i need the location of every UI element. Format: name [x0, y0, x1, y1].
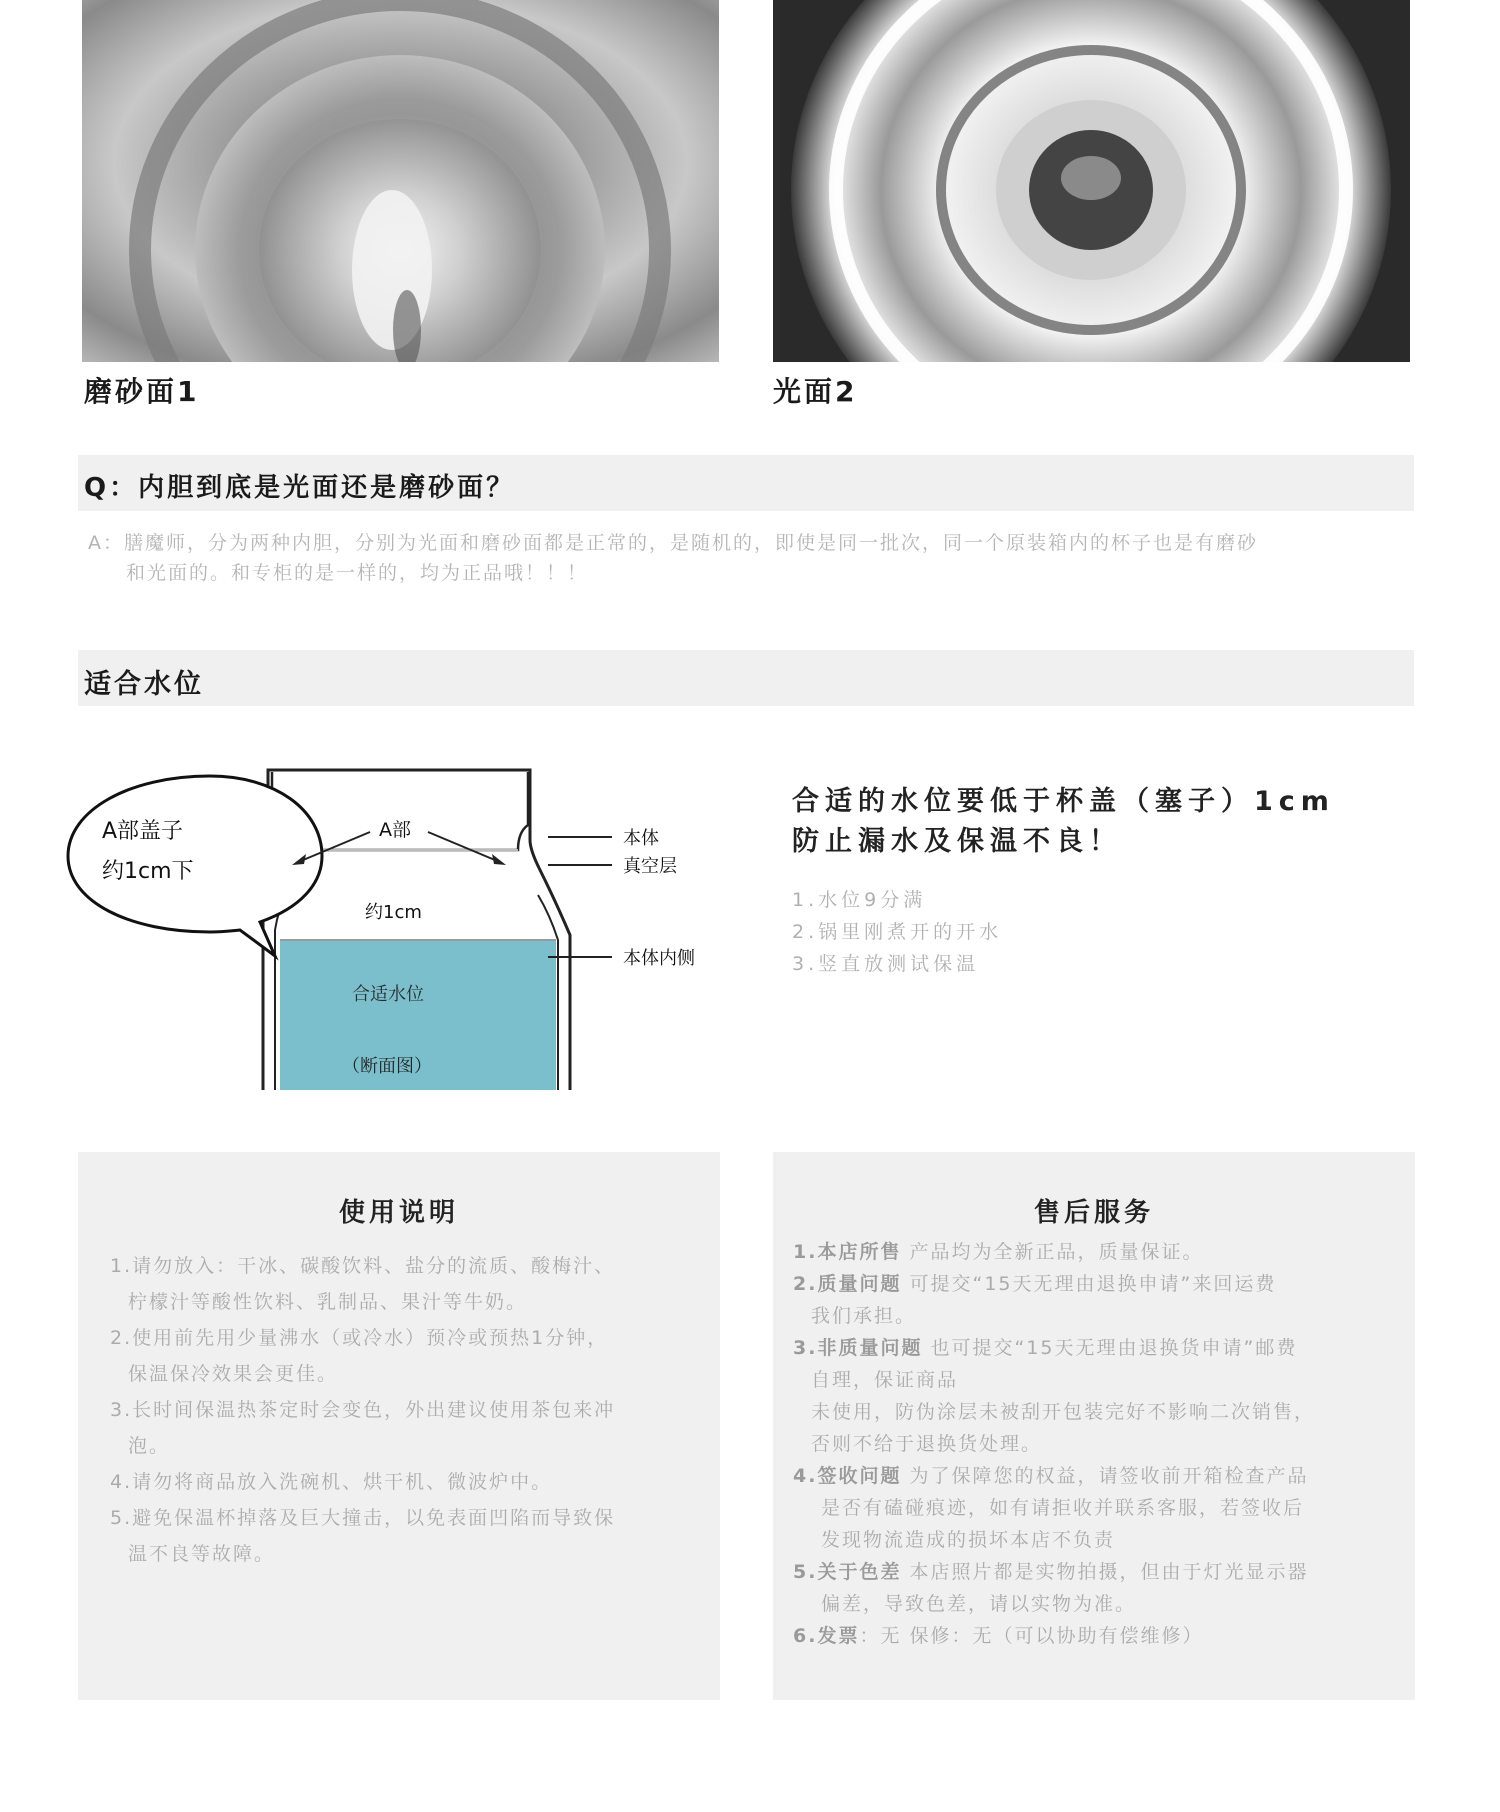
- service-item-line: 也可提交“15天无理由退换货申请”邮费: [930, 1337, 1298, 1359]
- usage-item: [110, 1464, 700, 1500]
- faq-question: Q：内胆到底是光面还是磨砂面？: [84, 473, 516, 503]
- about-1cm-label: 约1cm: [365, 902, 422, 923]
- part-a-label: A部: [379, 819, 411, 841]
- arrow-right-line: [428, 832, 502, 863]
- suitable-level-label: 合适水位: [352, 984, 424, 1005]
- faq-answer: [88, 528, 1408, 588]
- service-item-line: 我们承担。: [811, 1305, 917, 1327]
- bubble-line-2: 约1cm下: [102, 859, 194, 884]
- arrow-right-head: [492, 854, 506, 865]
- usage-item: [110, 1320, 700, 1392]
- faq-answer-line-2: 和光面的。和专柜的是一样的，均为正品哦！！！: [126, 562, 589, 584]
- usage-item-line: 温不良等故障。: [128, 1543, 276, 1565]
- water-level-title: [792, 782, 1335, 862]
- service-item-line: 是否有磕碰痕迹，如有请拒收并联系客服，若签收后: [821, 1497, 1305, 1519]
- usage-item-line: 4.请勿将商品放入洗碗机、烘干机、微波炉中。: [110, 1471, 553, 1493]
- service-item: [793, 1268, 1399, 1332]
- usage-item-line: 1.请勿放入：干冰、碳酸饮料、盐分的流质、酸梅汁、: [110, 1255, 616, 1277]
- service-title: 售后服务: [1033, 1198, 1154, 1228]
- service-list: [793, 1236, 1399, 1652]
- service-item-line: 产品均为全新正品，质量保证。: [909, 1241, 1204, 1263]
- water-level-bar: [78, 650, 1414, 706]
- service-item-label: 1.本店所售: [793, 1241, 902, 1263]
- glossy-caption: 光面2: [773, 375, 858, 408]
- water-level-heading: 适合水位: [84, 669, 204, 700]
- usage-item-line: 5.避免保温杯掉落及巨大撞击，以免表面凹陷而导致保: [110, 1507, 616, 1529]
- water-level-title-line-1: 合适的水位要低于杯盖（塞子）1cm: [792, 786, 1335, 817]
- usage-item-line: 2.使用前先用少量沸水（或冷水）预冷或预热1分钟，: [110, 1327, 609, 1349]
- service-item-line: 否则不给于退换货处理。: [811, 1433, 1043, 1455]
- water-tip: 1.水位9分满: [792, 889, 927, 911]
- water-level-diagram: [60, 760, 740, 1090]
- body-label: 本体: [623, 828, 659, 849]
- service-item: [793, 1556, 1399, 1620]
- usage-item-line: 柠檬汁等酸性饮料、乳制品、果汁等牛奶。: [128, 1291, 528, 1313]
- water-tip: 3.竖直放测试保温: [792, 953, 980, 975]
- usage-item: [110, 1392, 700, 1464]
- matte-interior-photo: [82, 0, 719, 362]
- water-level-title-line-2: 防止漏水及保温不良！: [792, 826, 1122, 857]
- service-item: [793, 1236, 1399, 1268]
- service-item-line: 发现物流造成的损坏本店不负责: [821, 1529, 1116, 1551]
- service-item-line: 可提交“15天无理由退换申请”来回运费: [909, 1273, 1277, 1295]
- service-item-line: 为了保障您的权益，请签收前开箱检查产品: [909, 1465, 1309, 1487]
- faq-question-bar: [78, 455, 1414, 511]
- vacuum-label: 真空层: [623, 856, 677, 877]
- water-tip: 2.锅里刚煮开的开水: [792, 921, 1003, 943]
- service-item-line: 自理，保证商品: [811, 1369, 959, 1391]
- bubble-line-1: A部盖子: [102, 819, 184, 844]
- usage-item-line: 泡。: [128, 1435, 171, 1457]
- usage-title: 使用说明: [338, 1198, 459, 1228]
- usage-item-line: 保温保冷效果会更佳。: [128, 1363, 339, 1385]
- water-level-tips: [792, 884, 1002, 980]
- service-item-label: 4.签收问题: [793, 1465, 902, 1487]
- usage-panel: [78, 1152, 720, 1700]
- usage-item-line: 3.长时间保温热茶定时会变色，外出建议使用茶包来冲: [110, 1399, 616, 1421]
- service-item-label: 6.发票: [793, 1625, 860, 1647]
- service-item-line: 偏差，导致色差，请以实物为准。: [821, 1593, 1137, 1615]
- glossy-interior-photo: [773, 0, 1410, 362]
- service-item: [793, 1620, 1399, 1652]
- service-item-line: ：无 保修：无（可以协助有偿维修）: [859, 1625, 1204, 1647]
- service-item-label: 5.关于色差: [793, 1561, 902, 1583]
- usage-list: [110, 1248, 700, 1572]
- service-item-line: 本店照片都是实物拍摄，但由于灯光显示器: [909, 1561, 1309, 1583]
- usage-item: [110, 1500, 700, 1572]
- service-item: [793, 1332, 1399, 1460]
- faq-answer-line-1: A：膳魔师，分为两种内胆，分别为光面和磨砂面都是正常的，是随机的，即使是同一批次，同一个原装箱内的杯子也是有磨砂: [88, 532, 1259, 554]
- matte-caption: 磨砂面1: [84, 375, 200, 408]
- inner-side-label: 本体内侧: [623, 948, 695, 969]
- section-view-label: （断面图）: [342, 1056, 432, 1077]
- service-item-label: 2.质量问题: [793, 1273, 902, 1295]
- service-item-line: 未使用，防伪涂层未被刮开包装完好不影响二次销售，: [811, 1401, 1316, 1423]
- service-item-label: 3.非质量问题: [793, 1337, 923, 1359]
- after-sales-panel: [773, 1152, 1415, 1700]
- service-item: [793, 1460, 1399, 1556]
- usage-item: [110, 1248, 700, 1320]
